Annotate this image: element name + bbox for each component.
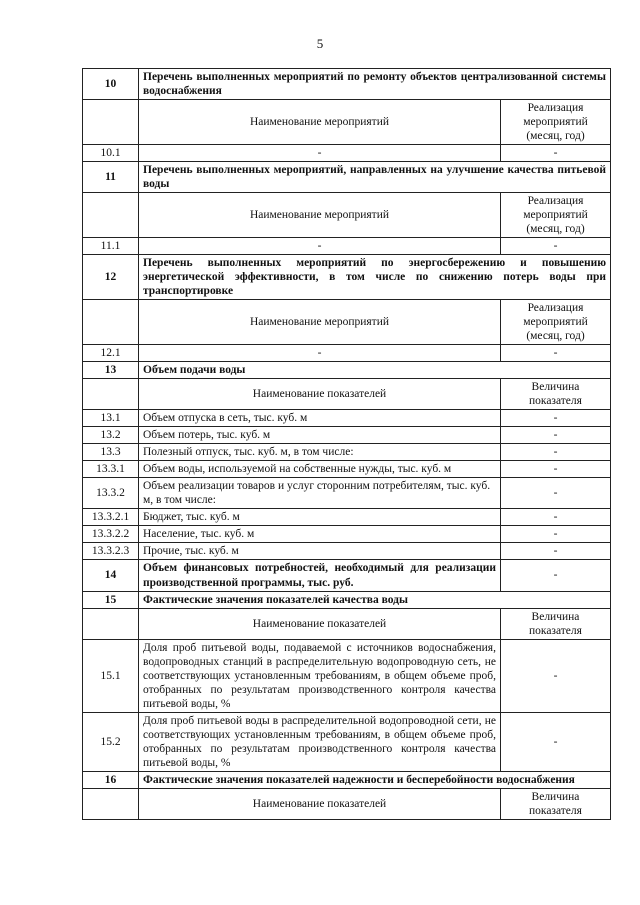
- row-label: Население, тыс. куб. м: [139, 526, 501, 543]
- row-number: 10: [83, 69, 139, 100]
- row-number: 13: [83, 362, 139, 379]
- row-number: [83, 788, 139, 819]
- column-header-value: Величина показателя: [500, 788, 610, 819]
- row-value: -: [500, 444, 610, 461]
- row-number: 15.2: [83, 712, 139, 771]
- row-label: Доля проб питьевой воды, подаваемой с источников водоснабжения, водопроводных станций в распределительную водопроводную сеть, не соответствующих установленным требованиям, в общем объеме проб, отобранных по результатам производственного контроля качества питьевой воды, %: [139, 639, 501, 712]
- section-title: Фактические значения показателей надежности и бесперебойности водоснабжения: [139, 771, 611, 788]
- row-number: [83, 379, 139, 410]
- section-row: [83, 255, 611, 300]
- row-number: 13.3.2.2: [83, 526, 139, 543]
- row-label: Объем отпуска в сеть, тыс. куб. м: [139, 410, 501, 427]
- row-number: 13.3.2: [83, 478, 139, 509]
- section-title: Объем финансовых потребностей, необходимый для реализации производственной программы, тыс. руб.: [139, 560, 501, 591]
- page-number: 5: [316, 36, 324, 51]
- row-number: 13.2: [83, 427, 139, 444]
- table-row: [83, 526, 611, 543]
- row-number: 13.3.2.1: [83, 509, 139, 526]
- row-number: 13.1: [83, 410, 139, 427]
- row-value: -: [500, 410, 610, 427]
- column-header-name: Наименование показателей: [139, 788, 501, 819]
- table-row: [83, 712, 611, 771]
- section-row: [83, 771, 611, 788]
- row-number: [83, 193, 139, 238]
- column-header-name: Наименование показателей: [139, 379, 501, 410]
- row-number: 13.3.1: [83, 461, 139, 478]
- row-label: Прочие, тыс. куб. м: [139, 543, 501, 560]
- row-value: -: [500, 345, 610, 362]
- row-value: -: [500, 461, 610, 478]
- row-number: 11.1: [83, 238, 139, 255]
- section-row: [83, 591, 611, 608]
- column-header-value: Реализация мероприятий (месяц, год): [500, 193, 610, 238]
- column-header-value: Величина показателя: [500, 379, 610, 410]
- table-row: [83, 238, 611, 255]
- column-header-row: [83, 379, 611, 410]
- section-row: [83, 560, 611, 591]
- row-number: 13.3.2.3: [83, 543, 139, 560]
- section-title: Перечень выполненных мероприятий по ремонту объектов централизованной системы водоснабжения: [139, 69, 611, 100]
- row-label: Доля проб питьевой воды в распределительной водопроводной сети, не соответствующих установленным требованиям, в общем объеме проб, отобранных по результатам производственного контроля качества питьевой воды, %: [139, 712, 501, 771]
- row-label: Полезный отпуск, тыс. куб. м, в том числе:: [139, 444, 501, 461]
- row-value: -: [500, 427, 610, 444]
- row-number: [83, 100, 139, 145]
- column-header-row: [83, 193, 611, 238]
- row-value: -: [500, 145, 610, 162]
- table-row: [83, 543, 611, 560]
- column-header-row: [83, 608, 611, 639]
- row-number: 10.1: [83, 145, 139, 162]
- row-number: 12.1: [83, 345, 139, 362]
- section-row: [83, 362, 611, 379]
- row-number: 16: [83, 771, 139, 788]
- column-header-name: Наименование мероприятий: [139, 100, 501, 145]
- column-header-name: Наименование мероприятий: [139, 193, 501, 238]
- row-label: -: [139, 145, 501, 162]
- row-value: -: [500, 526, 610, 543]
- row-number: 13.3: [83, 444, 139, 461]
- row-number: [83, 300, 139, 345]
- row-value: -: [500, 712, 610, 771]
- row-number: 15.1: [83, 639, 139, 712]
- column-header-name: Наименование мероприятий: [139, 300, 501, 345]
- section-title: Фактические значения показателей качества воды: [139, 591, 611, 608]
- row-number: 15: [83, 591, 139, 608]
- section-title: Объем подачи воды: [139, 362, 611, 379]
- row-label: -: [139, 238, 501, 255]
- row-label: Бюджет, тыс. куб. м: [139, 509, 501, 526]
- section-row: [83, 69, 611, 100]
- table-row: [83, 145, 611, 162]
- row-number: 14: [83, 560, 139, 591]
- row-number: [83, 608, 139, 639]
- row-number: 12: [83, 255, 139, 300]
- column-header-row: [83, 788, 611, 819]
- column-header-value: Реализация мероприятий (месяц, год): [500, 300, 610, 345]
- report-table: [82, 68, 611, 820]
- section-title: Перечень выполненных мероприятий, направленных на улучшение качества питьевой воды: [139, 162, 611, 193]
- table-row: [83, 461, 611, 478]
- row-label: Объем потерь, тыс. куб. м: [139, 427, 501, 444]
- column-header-row: [83, 100, 611, 145]
- column-header-value: Величина показателя: [500, 608, 610, 639]
- row-value: -: [500, 543, 610, 560]
- table-row: [83, 478, 611, 509]
- row-number: 11: [83, 162, 139, 193]
- table-row: [83, 410, 611, 427]
- table-row: [83, 427, 611, 444]
- table-row: [83, 639, 611, 712]
- table-row: [83, 509, 611, 526]
- section-title: Перечень выполненных мероприятий по энергосбережению и повышению энергетической эффективности, в том числе по снижению потерь воды при транспортировке: [139, 255, 611, 300]
- row-value: -: [500, 639, 610, 712]
- row-value: -: [500, 478, 610, 509]
- row-value: -: [500, 509, 610, 526]
- section-row: [83, 162, 611, 193]
- row-label: -: [139, 345, 501, 362]
- row-value: -: [500, 560, 610, 591]
- row-label: Объем воды, используемой на собственные нужды, тыс. куб. м: [139, 461, 501, 478]
- column-header-name: Наименование показателей: [139, 608, 501, 639]
- table-row: [83, 345, 611, 362]
- column-header-row: [83, 300, 611, 345]
- column-header-value: Реализация мероприятий (месяц, год): [500, 100, 610, 145]
- row-value: -: [500, 238, 610, 255]
- table-row: [83, 444, 611, 461]
- row-label: Объем реализации товаров и услуг сторонним потребителям, тыс. куб. м, в том числе:: [139, 478, 501, 509]
